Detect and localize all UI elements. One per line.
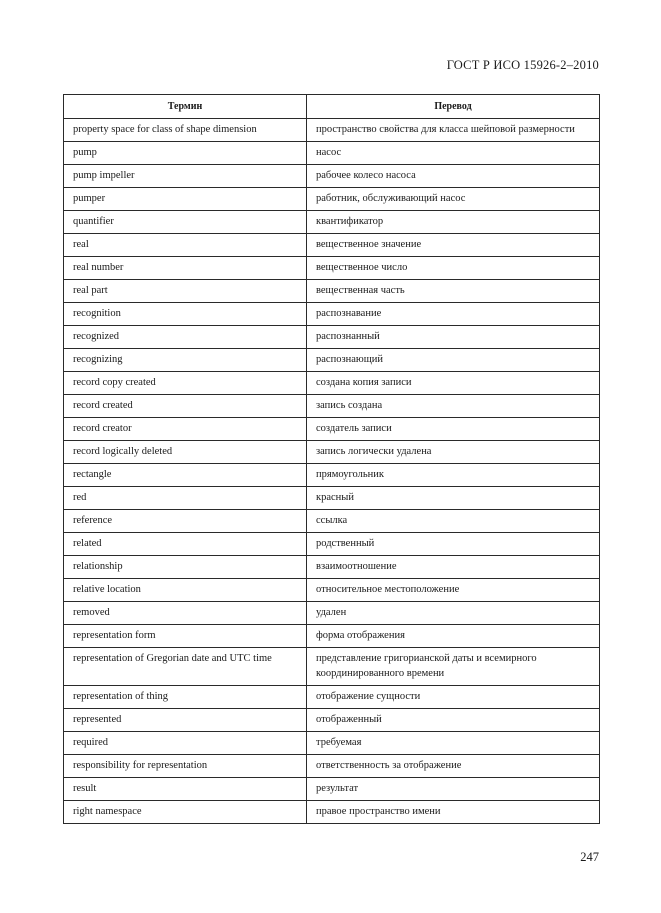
term-cell: record copy created [64, 372, 307, 395]
term-cell: representation form [64, 625, 307, 648]
translation-cell: запись логически удалена [307, 441, 600, 464]
column-header-translation: Перевод [307, 95, 600, 119]
term-cell: real number [64, 257, 307, 280]
translation-cell: представление григорианской даты и всемирного координированного времени [307, 648, 600, 686]
term-cell: pump impeller [64, 165, 307, 188]
translation-cell: распознавание [307, 303, 600, 326]
term-cell: real part [64, 280, 307, 303]
term-cell: real [64, 234, 307, 257]
table-row [64, 533, 600, 556]
table-row [64, 579, 600, 602]
translation-cell: вещественная часть [307, 280, 600, 303]
translation-cell: ответственность за отображение [307, 755, 600, 778]
term-cell: representation of Gregorian date and UTC time [64, 648, 307, 686]
term-cell: recognized [64, 326, 307, 349]
table-row [64, 326, 600, 349]
translation-cell: вещественное значение [307, 234, 600, 257]
table-row [64, 778, 600, 801]
translation-cell: работник, обслуживающий насос [307, 188, 600, 211]
table-row [64, 303, 600, 326]
table-row [64, 487, 600, 510]
translation-cell: требуемая [307, 732, 600, 755]
translation-cell: отображенный [307, 709, 600, 732]
table-row [64, 464, 600, 487]
table-row [64, 709, 600, 732]
table-row [64, 686, 600, 709]
term-cell: represented [64, 709, 307, 732]
table-row [64, 257, 600, 280]
translation-cell: взаимоотношение [307, 556, 600, 579]
table-row [64, 142, 600, 165]
table-row [64, 372, 600, 395]
term-cell: record logically deleted [64, 441, 307, 464]
table-row [64, 119, 600, 142]
table-row [64, 165, 600, 188]
table-row [64, 625, 600, 648]
translation-cell: красный [307, 487, 600, 510]
table-row [64, 188, 600, 211]
page-number: 247 [580, 850, 599, 864]
table-row [64, 556, 600, 579]
translation-cell: насос [307, 142, 600, 165]
term-cell: responsibility for representation [64, 755, 307, 778]
table-row [64, 280, 600, 303]
translation-cell: ссылка [307, 510, 600, 533]
table-row [64, 510, 600, 533]
term-cell: result [64, 778, 307, 801]
term-cell: relationship [64, 556, 307, 579]
translation-cell: удален [307, 602, 600, 625]
table-row [64, 648, 600, 686]
table-row [64, 349, 600, 372]
translation-cell: создана копия записи [307, 372, 600, 395]
term-cell: pumper [64, 188, 307, 211]
translation-cell: рабочее колесо насоса [307, 165, 600, 188]
term-cell: red [64, 487, 307, 510]
translation-cell: распознающий [307, 349, 600, 372]
term-cell: recognition [64, 303, 307, 326]
translation-cell: пространство свойства для класса шейповой размерности [307, 119, 600, 142]
term-cell: removed [64, 602, 307, 625]
translation-cell: распознанный [307, 326, 600, 349]
term-cell: rectangle [64, 464, 307, 487]
term-cell: pump [64, 142, 307, 165]
translation-cell: вещественное число [307, 257, 600, 280]
translation-cell: квантификатор [307, 211, 600, 234]
column-header-term: Термин [64, 95, 307, 119]
translation-cell: форма отображения [307, 625, 600, 648]
table-header-row [64, 95, 600, 119]
translation-cell: отображение сущности [307, 686, 600, 709]
translation-cell: создатель записи [307, 418, 600, 441]
term-cell: record creator [64, 418, 307, 441]
term-cell: reference [64, 510, 307, 533]
terms-table [63, 94, 600, 824]
table-row [64, 755, 600, 778]
translation-cell: результат [307, 778, 600, 801]
document-id: ГОСТ Р ИСО 15926-2–2010 [446, 58, 599, 72]
term-cell: quantifier [64, 211, 307, 234]
table-row [64, 732, 600, 755]
term-cell: representation of thing [64, 686, 307, 709]
translation-cell: относительное местоположение [307, 579, 600, 602]
term-cell: property space for class of shape dimension [64, 119, 307, 142]
table-row [64, 602, 600, 625]
term-cell: right namespace [64, 801, 307, 824]
term-cell: recognizing [64, 349, 307, 372]
translation-cell: запись создана [307, 395, 600, 418]
term-cell: relative location [64, 579, 307, 602]
term-cell: related [64, 533, 307, 556]
term-cell: required [64, 732, 307, 755]
table-row [64, 801, 600, 824]
translation-cell: родственный [307, 533, 600, 556]
table-row [64, 418, 600, 441]
table-row [64, 441, 600, 464]
table-body [64, 119, 600, 824]
term-cell: record created [64, 395, 307, 418]
translation-cell: прямоугольник [307, 464, 600, 487]
translation-cell: правое пространство имени [307, 801, 600, 824]
table-row [64, 234, 600, 257]
table-row [64, 395, 600, 418]
table-row [64, 211, 600, 234]
